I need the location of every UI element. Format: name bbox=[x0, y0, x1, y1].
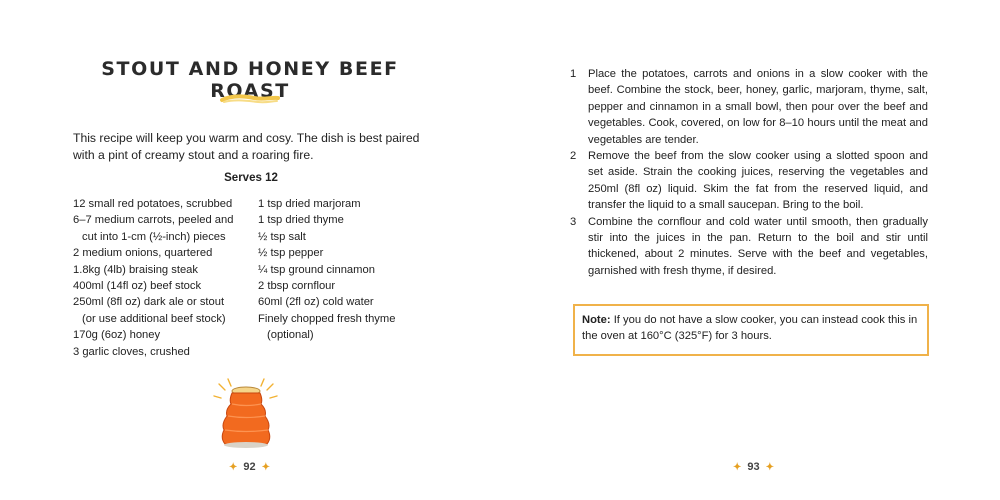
ingredient-line: 1 tsp dried marjoram bbox=[258, 198, 361, 210]
ingredient-line: ½ tsp salt bbox=[258, 230, 306, 243]
ingredient-line: 1.8kg (4lb) braising steak bbox=[73, 263, 198, 276]
method-step bbox=[570, 214, 928, 280]
method-list bbox=[570, 66, 928, 279]
ingredient-line: 2 medium onions, quartered bbox=[73, 247, 213, 260]
method-step bbox=[570, 66, 928, 148]
ingredient-line: 3 garlic cloves, crushed bbox=[73, 345, 190, 358]
ingredient-line: (or use additional beef stock) bbox=[82, 312, 226, 325]
ingredient-line: cut into 1-cm (½-inch) pieces bbox=[82, 230, 226, 243]
decorative-swash-icon bbox=[218, 92, 282, 108]
serves-label: Serves 12 bbox=[224, 172, 278, 184]
page-number: 93 bbox=[747, 461, 760, 473]
page-number: 92 bbox=[243, 461, 256, 473]
ingredient-line: ½ tsp pepper bbox=[258, 247, 324, 260]
note-box bbox=[573, 304, 929, 356]
ingredient-line: Finely chopped fresh thyme bbox=[258, 312, 396, 325]
ingredient-line: 2 tbsp cornflour bbox=[258, 280, 336, 293]
step-number: 3 bbox=[570, 215, 577, 228]
step-text: Place the potatoes, carrots and onions in a slow cooker with the beef. Combine the stock, beer, honey, garlic, marjoram, thyme, salt, pepper and cinnamon in a small bowl, then pour over the beef and vegetables. Cook, covered, on low for 8–10 hours until the meat and vegetables are tender. bbox=[588, 68, 928, 146]
ingredient-line: 250ml (8fl oz) dark ale or stout bbox=[73, 296, 225, 309]
ingredients-column-2 bbox=[258, 196, 438, 344]
ingredient-line: (optional) bbox=[267, 329, 314, 342]
recipe-title: STOUT AND HONEY BEEF ROAST bbox=[101, 58, 399, 102]
note-label: Note: bbox=[582, 314, 611, 326]
ingredient-line: 170g (6oz) honey bbox=[73, 329, 161, 342]
step-text: Remove the beef from the slow cooker using a slotted spoon and set aside. Strain the cooking juices, reserving the vegetables and 250ml (8fl oz) liquid. Skim the fat from the reserved liquid, and transfer the liquid to a small saucepan. Bring to the boil. bbox=[588, 150, 928, 212]
ingredient-line: 60ml (2fl oz) cold water bbox=[258, 296, 374, 309]
recipe-intro: This recipe will keep you warm and cosy. The dish is best paired with a pint of creamy stout and a roaring fire. bbox=[73, 131, 420, 162]
page-number-left bbox=[229, 461, 270, 473]
honey-jar-icon bbox=[205, 378, 285, 456]
right-page bbox=[500, 0, 1000, 500]
ingredient-line: 1 tsp dried thyme bbox=[258, 214, 344, 227]
ingredient-line: 400ml (14fl oz) beef stock bbox=[73, 280, 202, 293]
folio-star-icon: ✦ bbox=[765, 461, 775, 473]
step-text: Combine the cornflour and cold water until smooth, then gradually stir into the juices in the pan. Return to the boil and stir until thickened, about 2 minutes. Serve with the beef and vegetables, garnished with fresh thyme, if desired. bbox=[588, 215, 928, 277]
ingredient-line: 6–7 medium carrots, peeled and bbox=[73, 214, 234, 227]
ingredient-line: 12 small red potatoes, scrubbed bbox=[73, 198, 233, 210]
page-number-right bbox=[733, 461, 774, 473]
ingredients-column-1 bbox=[73, 196, 253, 360]
folio-star-icon: ✦ bbox=[261, 461, 271, 473]
method-step bbox=[570, 148, 928, 214]
step-number: 1 bbox=[570, 68, 577, 80]
note-text: If you do not have a slow cooker, you can instead cook this in the oven at 160°C (325°F) for 3 hours. bbox=[582, 314, 918, 343]
ingredient-line: ¼ tsp ground cinnamon bbox=[258, 263, 375, 276]
step-number: 2 bbox=[570, 150, 577, 163]
folio-star-icon: ✦ bbox=[733, 461, 742, 473]
folio-star-icon: ✦ bbox=[229, 461, 238, 473]
